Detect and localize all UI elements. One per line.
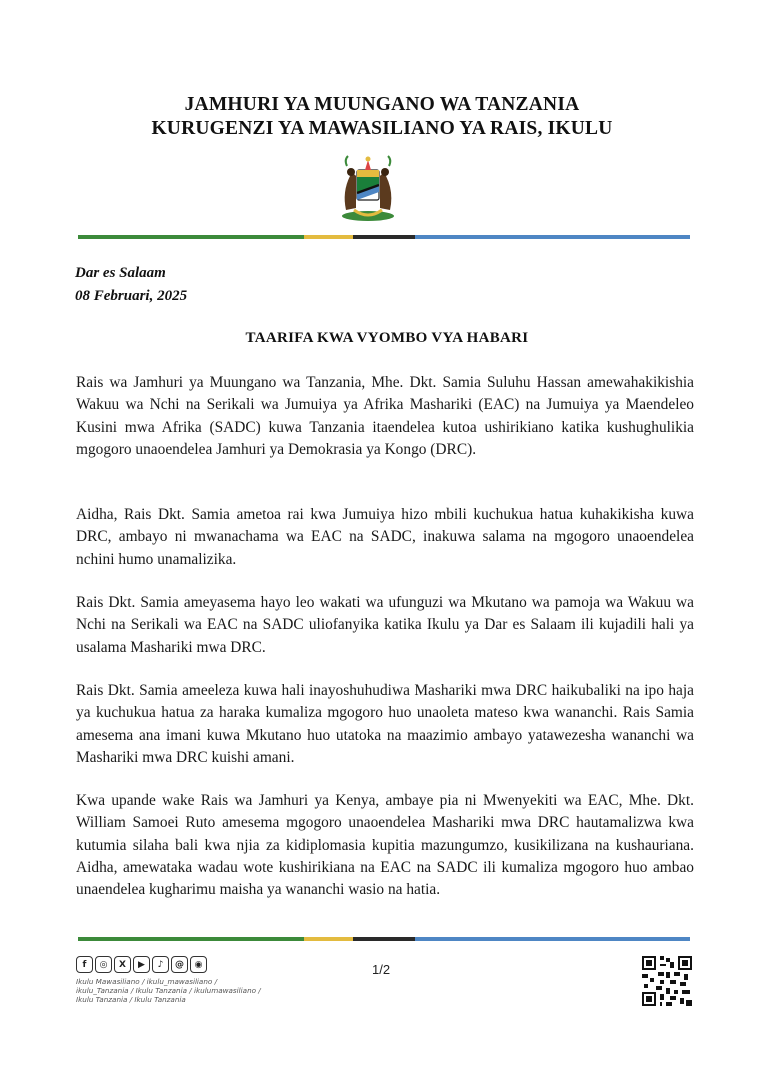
dateline-place: Dar es Salaam (75, 265, 166, 281)
x-twitter-icon: X (114, 956, 131, 973)
footer-divider (78, 937, 690, 941)
youtube-icon: ▶ (133, 956, 150, 973)
threads-icon: @ (171, 956, 188, 973)
paragraph-4: Rais Dkt. Samia ameeleza kuwa hali inayoshuhudiwa Mashariki mwa DRC haikubaliki na ipo haja ya kuchukua hatua za haraka kumaliza mgogoro huo unaoleta mateso kwa wananchi. Rais Samia amesema ana imani kuwa Mkutano huo utatoka na maazimio ambayo yatawezesha wananchi wa Mashariki mwa DRC kuishi amani. (76, 682, 694, 766)
header-divider (78, 235, 690, 239)
header-title-line2: KURUGENZI YA MAWASILIANO YA RAIS, IKULU (151, 118, 613, 139)
instagram-icon: ◎ (95, 956, 112, 973)
tanzania-coat-of-arms-icon (332, 152, 404, 224)
facebook-icon: f (76, 956, 93, 973)
dateline-date: 08 Februari, 2025 (75, 288, 188, 304)
qr-code-icon (642, 956, 692, 1006)
social-handles: Ikulu Mawasiliano / ikulu_mawasiliano / ikulu_Tanzania / Ikulu Tanzania / ikulumawasiliano / Ikulu Tanzania / Ikulu Tanzania (76, 977, 261, 1004)
social-icons (76, 956, 207, 973)
paragraph-5: Kwa upande wake Rais wa Jamhuri ya Kenya, ambaye pia ni Mwenyekiti wa EAC, Mhe. Dkt. William Samoei Ruto amesema mgogoro unaoendelea Mashariki mwa DRC hautamalizwa kwa kutumia silaha bali kwa njia za kidiplomasia kupitia mazungumzo, kusikilizana na kushauriana. Aidha, amewataka wadau wote kushirikiana na EAC na SADC ili kumaliza mgogoro huo ambao unaendelea kugharimu maisha ya wananchi wasio na hatia. (76, 792, 694, 899)
tiktok-icon: ♪ (152, 956, 169, 973)
paragraph-3: Rais Dkt. Samia ameyasema hayo leo wakati wa ufunguzi wa Mkutano wa pamoja wa Wakuu wa Nchi na Serikali wa EAC na SADC uliofanyika katika Ikulu ya Dar es Salaam ili kujadili hali ya usalama Mashariki mwa DRC. (76, 594, 694, 656)
document-title: TAARIFA KWA VYOMBO VYA HABARI (245, 330, 529, 346)
page-number: 1/2 (372, 962, 391, 977)
header-title-line1: JAMHURI YA MUUNGANO WA TANZANIA (184, 94, 580, 115)
paragraph-2: Aidha, Rais Dkt. Samia ametoa rai kwa Jumuiya hizo mbili kuchukua hatua kuhakikisha kuwa DRC, ambayo ni mwanachama wa EAC na SADC, inakuwa salama na mgogoro unaoendelea nchini humo unamalizika. (76, 506, 694, 568)
paragraph-1: Rais wa Jamhuri ya Muungano wa Tanzania, Mhe. Dkt. Samia Suluhu Hassan amewahakikishia Wakuu wa Nchi na Serikali wa Jumuiya ya Afrika Mashariki (EAC) na Jumuiya ya Maendeleo Kusini mwa Afrika (SADC) kuwa Tanzania itaendelea kutoa ushirikiano katika kushughulikia mgogoro unaoendelea Jamhuri ya Demokrasia ya Kongo (DRC). (76, 374, 694, 458)
podcast-icon: ◉ (190, 956, 207, 973)
